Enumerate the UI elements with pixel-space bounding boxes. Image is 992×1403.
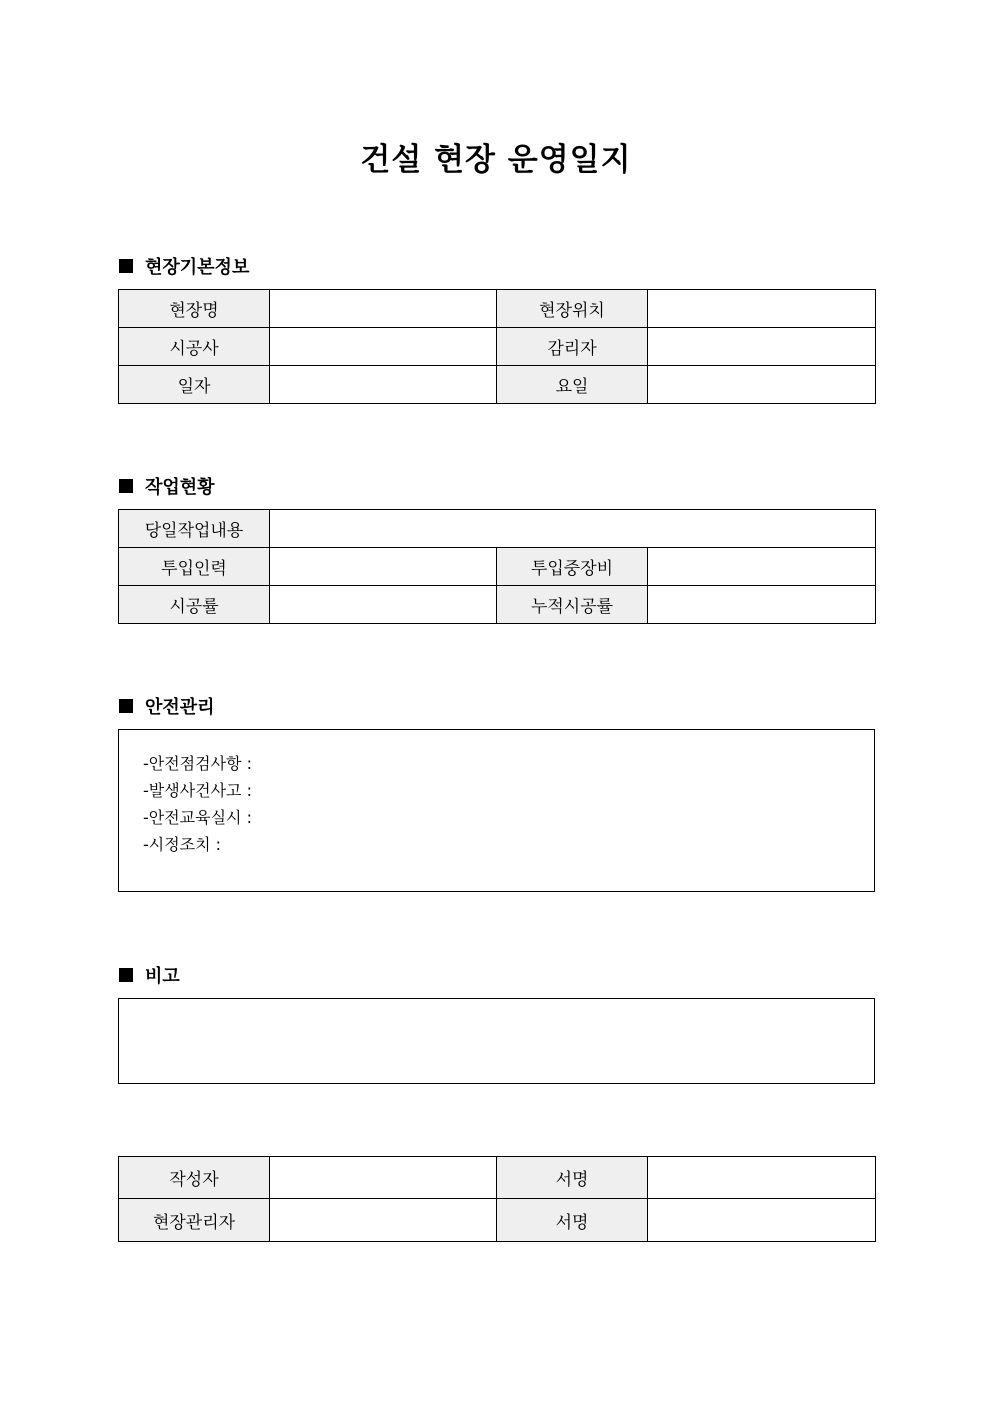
table-row: [119, 328, 876, 366]
supervisor-label: 감리자: [497, 328, 648, 366]
cumulative-progress-field[interactable]: [648, 586, 876, 624]
supervisor-field[interactable]: [648, 328, 876, 366]
square-bullet-icon: [119, 259, 133, 273]
manpower-label: 투입인력: [119, 548, 270, 586]
table-row: [119, 1199, 876, 1242]
square-bullet-icon: [119, 699, 133, 713]
signature-table: [118, 1156, 876, 1242]
weekday-field[interactable]: [648, 366, 876, 404]
site-manager-label: 현장관리자: [119, 1199, 270, 1242]
section-heading-basic-info: [119, 253, 249, 279]
safety-training-line: -안전교육실시 :: [143, 808, 252, 827]
table-row: [119, 510, 876, 548]
safety-inspection-line: -안전점검사항 :: [143, 754, 252, 773]
safety-box[interactable]: [118, 729, 875, 892]
manager-signature-label: 서명: [497, 1199, 648, 1242]
site-name-label: 현장명: [119, 290, 270, 328]
table-row: [119, 586, 876, 624]
square-bullet-icon: [119, 968, 133, 982]
site-name-field[interactable]: [270, 290, 497, 328]
author-label: 작성자: [119, 1157, 270, 1199]
date-field[interactable]: [270, 366, 497, 404]
author-signature-label: 서명: [497, 1157, 648, 1199]
contractor-field[interactable]: [270, 328, 497, 366]
table-row: [119, 366, 876, 404]
section-title: 비고: [145, 966, 180, 987]
site-location-label: 현장위치: [497, 290, 648, 328]
square-bullet-icon: [119, 479, 133, 493]
manpower-field[interactable]: [270, 548, 497, 586]
corrective-action-line: -시정조치 :: [143, 835, 222, 854]
section-title: 현장기본정보: [145, 257, 250, 278]
remarks-box[interactable]: [118, 998, 875, 1084]
section-title: 작업현황: [145, 477, 215, 498]
contractor-label: 시공사: [119, 328, 270, 366]
section-heading-safety: [119, 693, 215, 719]
today-work-label: 당일작업내용: [119, 510, 270, 548]
date-label: 일자: [119, 366, 270, 404]
today-work-field[interactable]: [270, 510, 876, 548]
site-manager-field[interactable]: [270, 1199, 497, 1242]
table-row: [119, 548, 876, 586]
equipment-field[interactable]: [648, 548, 876, 586]
progress-rate-field[interactable]: [270, 586, 497, 624]
section-title: 안전관리: [145, 697, 215, 718]
cumulative-progress-label: 누적시공률: [497, 586, 648, 624]
progress-rate-label: 시공률: [119, 586, 270, 624]
site-location-field[interactable]: [648, 290, 876, 328]
manager-signature-field[interactable]: [648, 1199, 876, 1242]
section-heading-work-status: [119, 473, 215, 499]
author-field[interactable]: [270, 1157, 497, 1199]
incident-line: -발생사건사고 :: [143, 781, 252, 800]
equipment-label: 투입중장비: [497, 548, 648, 586]
section-heading-remarks: [119, 962, 180, 988]
basic-info-table: [118, 289, 876, 404]
work-status-table: [118, 509, 876, 624]
weekday-label: 요일: [497, 366, 648, 404]
table-row: [119, 1157, 876, 1199]
author-signature-field[interactable]: [648, 1157, 876, 1199]
document-title: 건설 현장 운영일지: [360, 142, 632, 178]
table-row: [119, 290, 876, 328]
